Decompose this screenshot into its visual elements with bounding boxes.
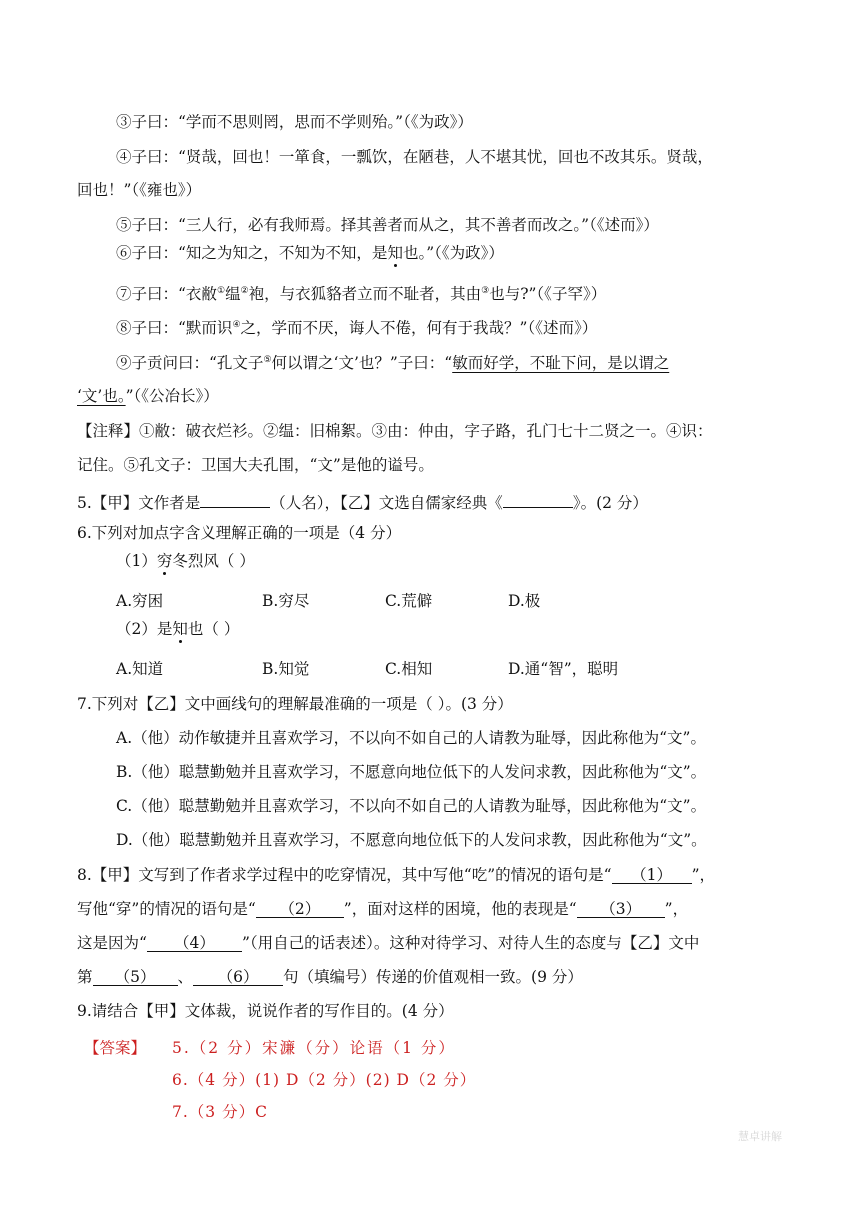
notes-line-2: 记住。⑤孔文子：卫国大夫孔围，“文”是他的谥号。 bbox=[77, 456, 434, 474]
answer-label: 【答案】 bbox=[84, 1039, 147, 1057]
q8-text-1b: ”， bbox=[691, 866, 716, 884]
q8-blank-6[interactable]: （6） bbox=[193, 967, 283, 986]
question-8-line-4 bbox=[77, 967, 583, 987]
quote-8 bbox=[116, 318, 597, 338]
quote-9-text-b: 何以谓之‘文’也？”子曰：“ bbox=[271, 354, 453, 372]
question-5 bbox=[77, 489, 648, 513]
quote-9-line-2 bbox=[77, 386, 219, 406]
q8-text-4a: 第 bbox=[77, 968, 93, 986]
q8-text-2b: ”，面对这样的困境，他的表现是“ bbox=[343, 900, 577, 918]
quote-4-line-2: 回也！”（《雍也》） bbox=[77, 181, 202, 199]
quote-7-text-c: 袍，与衣狐貉者立而不耻者，其由 bbox=[248, 285, 482, 303]
q8-text-1a: 8.【甲】文写到了作者求学过程中的吃穿情况，其中写他“吃”的情况的语句是“ bbox=[77, 866, 612, 884]
q5-blank-book[interactable] bbox=[503, 489, 573, 508]
answer-7: 7.（3 分）C bbox=[172, 1103, 268, 1121]
q6-sub-1-option-b[interactable]: B.穷尽 bbox=[262, 592, 310, 610]
q5-text-a: 5.【甲】文作者是 bbox=[77, 494, 201, 512]
quote-9-line-1 bbox=[116, 353, 669, 373]
question-8-line-3 bbox=[77, 933, 699, 953]
q6-sub-2-text-a: （2）是 bbox=[116, 620, 173, 638]
q8-text-4b: 、 bbox=[177, 968, 194, 986]
q6-sub-2-option-a[interactable]: A.知道 bbox=[116, 660, 164, 678]
dotted-char: 知 bbox=[387, 244, 403, 262]
q8-blank-3[interactable]: （3） bbox=[577, 899, 665, 918]
notes-line-1: 【注释】①敝：破衣烂衫。②缊：旧棉絮。③由：仲由，字子路，孔门七十二贤之一。④识： bbox=[77, 422, 713, 440]
quote-9-text-c: ”（《公冶长》） bbox=[125, 387, 219, 405]
question-8-line-2 bbox=[77, 899, 688, 919]
quote-9-text-a: ⑨子贡问曰：“孔文子 bbox=[116, 354, 264, 372]
quote-8-text-a: ⑧子曰：“默而识 bbox=[116, 319, 233, 337]
q8-text-2c: ”， bbox=[664, 900, 689, 918]
q7-option-c[interactable]: C.（他）聪慧勤勉并且喜欢学习，不以向不如自己的人请教为耻辱，因此称他为“文”。 bbox=[116, 797, 707, 815]
q8-blank-4[interactable]: （4） bbox=[147, 933, 242, 952]
q7-option-a[interactable]: A.（他）动作敏捷并且喜欢学习，不以向不如自己的人请教为耻辱，因此称他为“文”。 bbox=[116, 729, 706, 747]
note-ref-4: ④ bbox=[232, 319, 241, 330]
question-7-stem: 7.下列对【乙】文中画线句的理解最准确的一项是（ ）。(3 分） bbox=[77, 695, 513, 713]
q7-option-d[interactable]: D.（他）聪慧勤勉并且喜欢学习，不愿意向地位低下的人发问求教，因此称他为“文”。 bbox=[116, 831, 707, 849]
q8-text-3a: 这是因为“ bbox=[77, 934, 147, 952]
watermark: 慧卓讲解 bbox=[738, 1130, 782, 1143]
q5-text-b: （人名），【乙】文选自儒家经典《 bbox=[270, 494, 503, 512]
quote-7 bbox=[116, 284, 606, 304]
q6-sub-1 bbox=[116, 551, 255, 571]
note-ref-2: ② bbox=[240, 285, 249, 296]
q6-sub-2-option-b[interactable]: B.知觉 bbox=[262, 660, 310, 678]
underlined-sentence-part-2: ‘文’也。 bbox=[77, 387, 126, 405]
quote-6-text-b: 也。”（《为政》） bbox=[402, 244, 504, 262]
q8-blank-5[interactable]: （5） bbox=[93, 967, 178, 986]
quote-7-text-d: 也与?”（《子罕》） bbox=[489, 285, 607, 303]
quote-7-text-a: ⑦子曰：“衣敝 bbox=[116, 285, 217, 303]
quote-7-text-b: 缊 bbox=[225, 285, 241, 303]
q7-option-b[interactable]: B.（他）聪慧勤勉并且喜欢学习，不愿意向地位低下的人发问求教，因此称他为“文”。 bbox=[116, 763, 707, 781]
quote-6 bbox=[116, 243, 504, 263]
note-ref-5: ⑤ bbox=[263, 354, 272, 365]
underlined-sentence-part-1: 敏而好学，不耻下问，是以谓之 bbox=[452, 354, 670, 372]
note-ref-3: ③ bbox=[481, 285, 490, 296]
quote-6-text-a: ⑥子曰：“知之为知之，不知为不知，是 bbox=[116, 244, 388, 262]
q6-sub-2-text-b: 也（ ） bbox=[187, 620, 240, 638]
quote-8-text-b: 之，学而不厌，诲人不倦，何有于我哉？”（《述而》） bbox=[240, 319, 598, 337]
q8-blank-1[interactable]: （1） bbox=[612, 865, 692, 884]
q6-sub-1-text-a: （1） bbox=[116, 552, 157, 570]
q5-blank-author[interactable] bbox=[200, 489, 270, 508]
note-ref-1: ① bbox=[216, 285, 226, 296]
question-9: 9.请结合【甲】文体裁，说说作者的写作目的。(4 分） bbox=[77, 1002, 454, 1020]
question-8-line-1 bbox=[77, 865, 715, 885]
q8-text-4c: 句（填编号）传递的价值观相一致。(9 分） bbox=[283, 968, 583, 986]
quote-4-line-1: ④子曰：“贤哉，回也！一箪食，一瓢饮，在陋巷，人不堪其忧，回也不改其乐。贤哉， bbox=[116, 148, 713, 166]
q6-sub-1-option-d[interactable]: D.极 bbox=[508, 592, 541, 610]
q8-text-3b: ”（用自己的话表述）。这种对待学习、对待人生的态度与【乙】文中 bbox=[241, 934, 700, 952]
question-6-stem: 6.下列对加点字含义理解正确的一项是（4 分） bbox=[77, 524, 402, 542]
q6-sub-1-option-c[interactable]: C.荒僻 bbox=[385, 592, 433, 610]
q6-sub-2-option-c[interactable]: C.相知 bbox=[385, 660, 433, 678]
q6-sub-1-text-b: 冬烈风（ ） bbox=[172, 552, 255, 570]
q5-text-c: 》。(2 分） bbox=[572, 494, 648, 512]
dotted-char: 穷 bbox=[156, 552, 173, 570]
q8-text-2a: 写他“穿”的情况的语句是“ bbox=[77, 900, 256, 918]
dotted-char: 知 bbox=[172, 620, 188, 638]
q8-blank-2[interactable]: （2） bbox=[256, 899, 344, 918]
q6-sub-2 bbox=[116, 619, 239, 639]
quote-5: ⑤子曰：“三人行，必有我师焉。择其善者而从之，其不善者而改之。”（《述而》） bbox=[116, 216, 659, 234]
q6-sub-2-option-d[interactable]: D.通“智”，聪明 bbox=[508, 660, 619, 678]
quote-3: ③子曰：“学而不思则罔，思而不学则殆。”（《为政》） bbox=[116, 113, 473, 131]
q6-sub-1-option-a[interactable]: A.穷困 bbox=[116, 592, 164, 610]
answer-6: 6.（4 分）(1) D（2 分）(2) D（2 分） bbox=[172, 1071, 477, 1089]
answer-5: 5.（2 分）宋濂（分）论语（1 分） bbox=[172, 1039, 456, 1057]
